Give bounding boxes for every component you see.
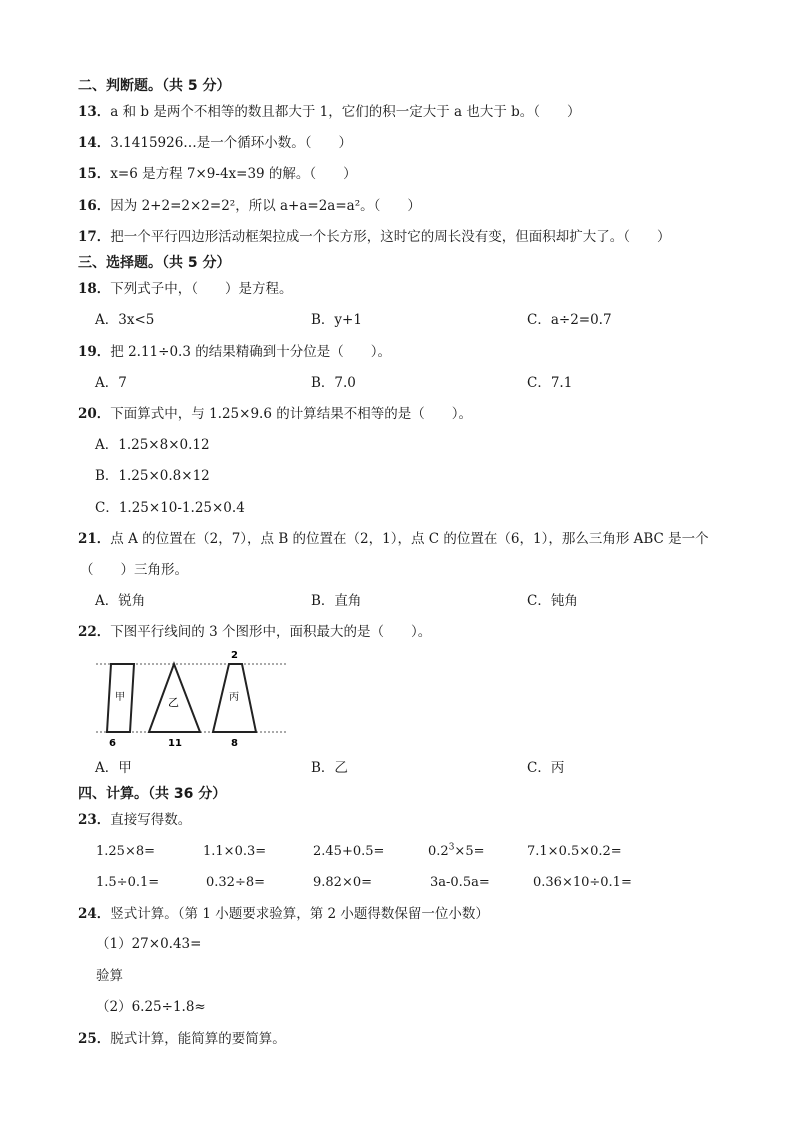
option-c: C．a÷2=0.7 xyxy=(527,312,612,328)
section-calc-title: 四、计算。（共 36 分） xyxy=(78,786,227,802)
question-text: 点 A 的位置在（2，7），点 B 的位置在（2，1），点 C 的位置在（6，1），那么三角形 ABC 是一个 xyxy=(110,531,709,547)
section-judge-title: 二、判断题。（共 5 分） xyxy=(78,78,231,94)
question-21 xyxy=(78,529,709,549)
option-c: C．钝角 xyxy=(527,593,578,609)
question-text: 因为 2+2=2×2=2²，所以 a+a=2a=a²。（ ） xyxy=(110,198,421,214)
option-a: A．1.25×8×0.12 xyxy=(95,437,210,453)
question-19 xyxy=(78,342,391,362)
question-text: 下列式子中，（ ）是方程。 xyxy=(110,281,293,297)
question-14 xyxy=(78,133,352,153)
question-number: 20． xyxy=(78,406,111,422)
question-text: 下面算式中，与 1.25×9.6 的计算结果不相等的是（ ）。 xyxy=(110,406,472,422)
calc-item: $0.2^3\times 5=$ xyxy=(428,842,485,859)
question-text: 直接写得数。 xyxy=(110,812,192,828)
option-b: B．7.0 xyxy=(311,375,356,391)
option-b: B．1.25×0.8×12 xyxy=(95,468,210,484)
option-a: A．锐角 xyxy=(95,593,146,609)
calc-item: 0.36×10÷0.1= xyxy=(533,875,632,890)
question-24-part-2: （2）6.25÷1.8≈ xyxy=(96,999,206,1015)
question-20 xyxy=(78,404,472,424)
question-text: 3.1415926…是一个循环小数。（ ） xyxy=(110,135,353,151)
label-jia: 甲 xyxy=(115,692,125,703)
question-number: 23． xyxy=(78,812,111,828)
option-c: C．丙 xyxy=(527,760,565,776)
question-text: 脱式计算，能简算的要简算。 xyxy=(110,1031,286,1047)
calc-item: 3a-0.5a= xyxy=(430,875,490,890)
question-21-continued: （ ）三角形。 xyxy=(80,562,188,578)
question-number: 15． xyxy=(78,166,111,182)
option-c: C．7.1 xyxy=(527,375,573,391)
question-13 xyxy=(78,102,581,122)
parallel-lines-figure xyxy=(96,648,286,750)
question-23 xyxy=(78,810,191,830)
calc-item: 7.1×0.5×0.2= xyxy=(527,844,622,859)
question-text: x=6 是方程 7×9-4x=39 的解。（ ） xyxy=(110,166,357,182)
bottom-length-jia: 6 xyxy=(109,738,116,749)
option-b: B．y+1 xyxy=(311,312,362,328)
question-number: 25． xyxy=(78,1031,111,1047)
option-a: A．甲 xyxy=(95,760,132,776)
question-text: 下图平行线间的 3 个图形中，面积最大的是（ ）。 xyxy=(110,624,432,640)
option-b: B．乙 xyxy=(311,760,348,776)
question-22 xyxy=(78,622,431,642)
question-text: 竖式计算。（第 1 小题要求验算，第 2 小题得数保留一位小数） xyxy=(110,906,489,922)
option-c: C．1.25×10-1.25×0.4 xyxy=(95,500,245,516)
bottom-length-yi: 11 xyxy=(168,738,182,749)
label-yi: 乙 xyxy=(168,696,179,709)
label-bing: 丙 xyxy=(229,692,239,703)
question-number: 21． xyxy=(78,531,111,547)
question-number: 22． xyxy=(78,624,111,640)
question-number: 16． xyxy=(78,198,111,214)
question-18 xyxy=(78,279,293,299)
bottom-length-bing: 8 xyxy=(231,738,238,749)
section-choice-title: 三、选择题。（共 5 分） xyxy=(78,255,231,271)
question-number: 19． xyxy=(78,344,111,360)
option-b: B．直角 xyxy=(311,593,362,609)
option-a: A．7 xyxy=(95,375,127,391)
calc-item: 9.82×0= xyxy=(313,875,373,890)
question-number: 13． xyxy=(78,104,111,120)
question-24-part-1: （1）27×0.43= xyxy=(96,936,202,952)
option-a: A．3x<5 xyxy=(95,312,155,328)
question-number: 17． xyxy=(78,229,111,245)
check-label: 验算 xyxy=(96,968,123,984)
question-number: 18． xyxy=(78,281,111,297)
calc-item: 1.5÷0.1= xyxy=(96,875,160,890)
question-15 xyxy=(78,164,357,184)
calc-item: 2.45+0.5= xyxy=(313,844,385,859)
question-17 xyxy=(78,227,671,247)
question-text: a 和 b 是两个不相等的数且都大于 1，它们的积一定大于 a 也大于 b。（ ） xyxy=(110,104,581,120)
question-number: 14． xyxy=(78,135,111,151)
question-24 xyxy=(78,904,489,924)
question-25 xyxy=(78,1029,286,1049)
question-text: 把一个平行四边形活动框架拉成一个长方形，这时它的周长没有变，但面积却扩大了。（ ） xyxy=(110,229,671,245)
question-16 xyxy=(78,196,421,216)
top-length-bing: 2 xyxy=(231,650,238,661)
question-number: 24． xyxy=(78,906,111,922)
calc-item: 1.1×0.3= xyxy=(203,844,267,859)
question-text: 把 2.11÷0.3 的结果精确到十分位是（ ）。 xyxy=(110,344,391,360)
calc-item: 0.32÷8= xyxy=(206,875,266,890)
calc-item: 1.25×8= xyxy=(96,844,156,859)
